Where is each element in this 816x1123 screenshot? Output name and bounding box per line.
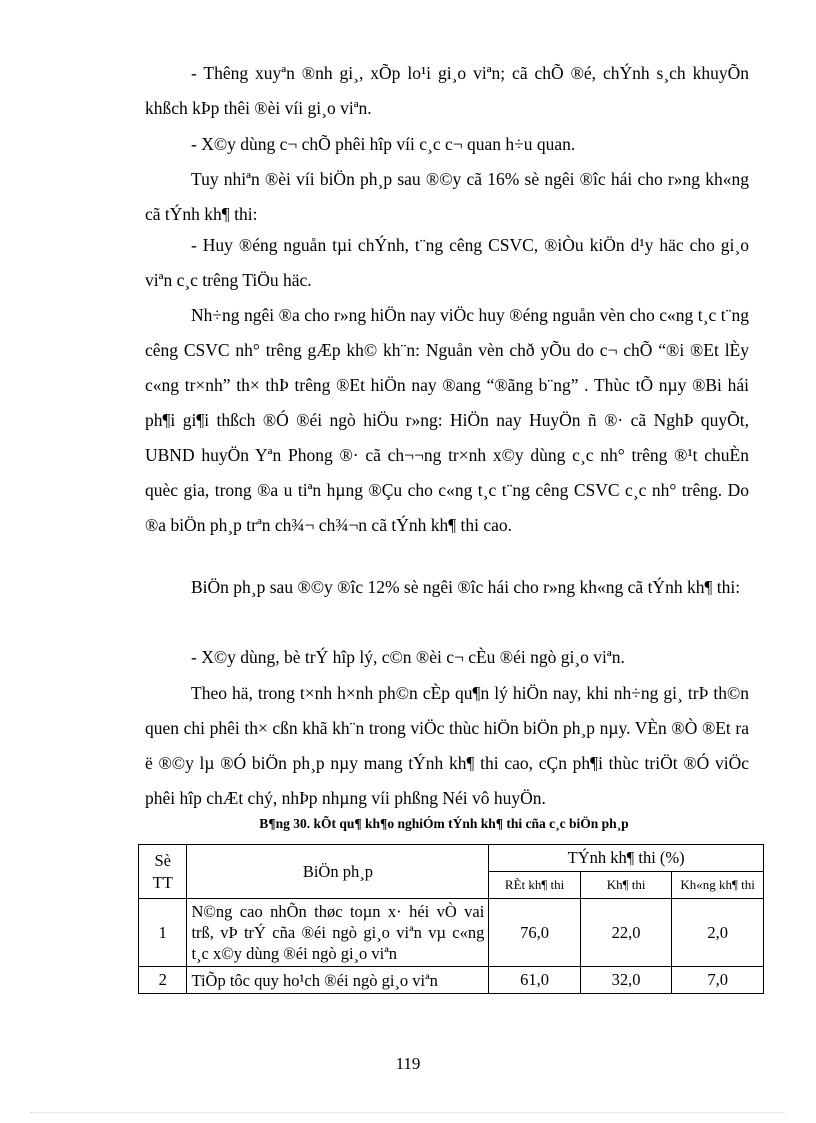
header-stt: Sè TT <box>139 845 187 899</box>
header-measure: BiÖn ph¸p <box>187 845 489 899</box>
page-bottom-divider <box>30 1112 786 1113</box>
page-number: 119 <box>395 1054 421 1073</box>
cell-measure: TiÕp tôc quy ho¹ch ®éi ngò gi¸o viªn <box>187 967 489 994</box>
cell-feasible: 32,0 <box>580 967 671 994</box>
table-caption: B¶ng 30. kÕt qu¶ kh¶o nghiÓm tÝnh kh¶ thi cña c¸c biÖn ph¸p <box>259 816 629 831</box>
feasibility-table <box>138 844 764 994</box>
header-very-feasible: RÈt kh¶ thi <box>489 872 580 899</box>
paragraph-6: BiÖn ph¸p sau ®©y ®îc 12% sè ngêi ®îc hái cho r»ng kh«ng cã tÝnh kh¶ thi: <box>191 577 741 597</box>
cell-very-feasible: 61,0 <box>489 967 580 994</box>
cell-stt: 2 <box>139 967 187 994</box>
paragraph-7: - X©y dùng, bè trÝ hîp lý, c©n ®èi c¬ cÈu ®éi ngò gi¸o viªn. <box>191 647 625 667</box>
paragraph-3: Tuy nhiªn ®èi víi biÖn ph¸p sau ®©y cã 16% sè ngêi ®îc hái cho r»ng kh«ng cã tÝnh kh¶ thi: <box>145 169 749 224</box>
header-feasibility-group: TÝnh kh¶ thi (%) <box>489 845 764 872</box>
paragraph-2: - X©y dùng c¬ chÕ phêi hîp víi c¸c c¬ quan h÷u quan. <box>191 134 576 154</box>
cell-feasible: 22,0 <box>580 899 671 967</box>
cell-stt: 1 <box>139 899 187 967</box>
cell-not-feasible: 2,0 <box>672 899 764 967</box>
header-not-feasible: Kh«ng kh¶ thi <box>672 872 764 899</box>
paragraph-4: - Huy ®éng nguån tµi chÝnh, t¨ng cêng CSVC, ®iÒu kiÖn d¹y häc cho gi¸o viªn c¸c trêng TiÖu häc. <box>145 235 749 290</box>
cell-not-feasible: 7,0 <box>672 967 764 994</box>
paragraph-1: - Thêng xuyªn ®nh gi¸, xÕp lo¹i gi¸o viªn; cã chÕ ®é, chÝnh s¸ch khuyÕn khßch kÞp thêi ®èi víi gi¸o viªn. <box>145 63 749 118</box>
header-feasible: Kh¶ thi <box>580 872 671 899</box>
table-header-row <box>139 845 764 872</box>
table-row <box>139 899 764 967</box>
table-row <box>139 967 764 994</box>
paragraph-8: Theo hä, trong t×nh h×nh ph©n cÈp qu¶n lý hiÖn nay, khi nh÷ng gi¸ trÞ th©n quen chi phêi th× cßn khã kh¨n trong viÖc thùc hiÖn biÖn ph¸p nµy. VÈn ®Ò ®Et ra ë ®©y lµ ®Ó biÖn ph¸p nµy mang tÝnh kh¶ thi cao, cÇn ph¶i thùc triÖt ®Ó viÖc phêi hîp chÆt chý, nhÞp nhµng víi phßng Néi vô huyÖn. <box>145 683 749 808</box>
paragraph-5: Nh÷ng ngêi ®a cho r»ng hiÖn nay viÖc huy ®éng nguån vèn cho c«ng t¸c t¨ng cêng CSVC nh° trêng gÆp kh© kh¨n: Nguån vèn chð yÕu do c¬ chÕ “®i ®Et lÈy c«ng tr×nh” th× thÞ trêng ®Et hiÖn nay ®ang “®ãng b¨ng” . Thùc tÕ nµy ®Bi hái ph¶i gi¶i thßch ®Ó ®éi ngò hiÖu r»ng: HiÖn nay HuyÖn ñ ®· cã NghÞ quyÕt, UBND huyÖn Yªn Phong ®· cã ch¬¬ng tr×nh x©y dùng c¸c nh° trêng ®¹t chuÈn quèc gia, trong ®a u tiªn hµng ®Çu cho c«ng t¸c t¨ng cêng CSVC c¸c nh° trêng. Do ®a biÖn ph¸p trªn ch¾¬ ch¾¬n cã tÝnh kh¶ thi cao. <box>145 305 749 535</box>
cell-measure: N©ng cao nhÕn thøc toµn x· héi vÒ vai trß, vÞ trÝ cña ®éi ngò gi¸o viªn vµ c«ng t¸c x©y dùng ®éi ngò gi¸o viªn <box>187 899 489 967</box>
cell-very-feasible: 76,0 <box>489 899 580 967</box>
